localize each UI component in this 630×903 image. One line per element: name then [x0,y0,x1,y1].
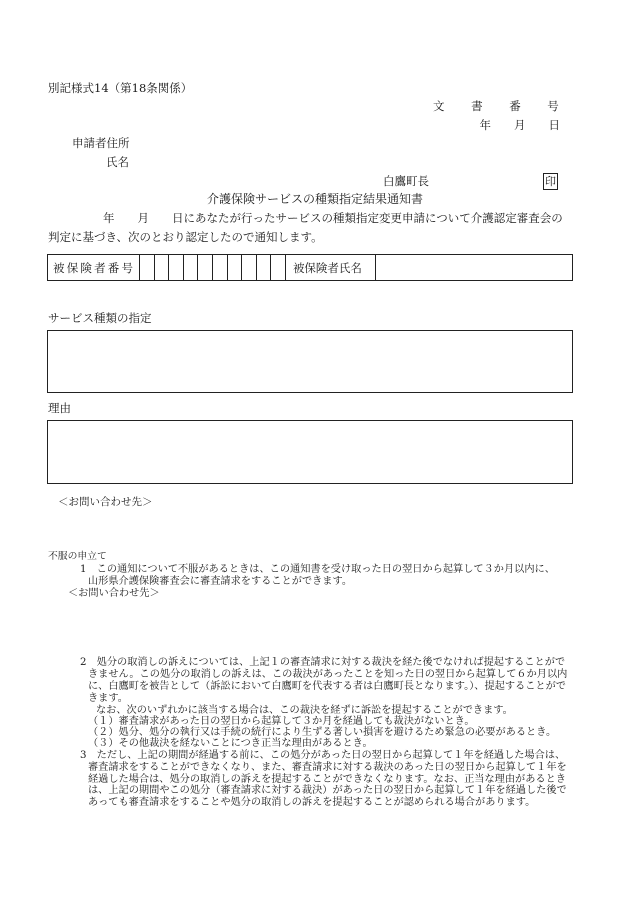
appeal-contact-label: ＜お問い合わせ先＞ [68,588,160,599]
appeal-item-2-line: きます。 [88,693,128,704]
seal-stamp-box: 印 [545,175,556,188]
appeal-item-2-line: 2 処分の取消しの訴えについては、上記１の審査請求に対する裁決を経た後でなければ提起することがで [80,657,566,668]
appeal-item-2-condition: （１）審査請求があった日の翌日から起算して３か月を経過しても裁決がないとき。 [88,716,475,727]
appeal-item-2-condition: （２）処分、処分の執行又は手続の続行により生ずる著しい損害を避けるため緊急の必要があるとき。 [88,727,557,738]
reason-label: 理由 [48,401,71,415]
insured-number-digit-cell[interactable] [169,255,184,280]
appeal-item-1-line: 山形県介護保険審査会に審査請求をすることができます。 [88,576,353,587]
date-label: 年 月 日 [479,118,560,132]
insured-number-digit-cell[interactable] [140,255,155,280]
insured-number-digit-cell[interactable] [257,255,272,280]
document-number-label: 文 書 番 号 [433,99,560,113]
insured-number-label: 被保険者番号 [48,255,140,280]
appeal-item-2-condition: （３）その他裁決を経ないことにつき正当な理由があるとき。 [88,738,373,749]
document-title: 介護保険サービスの種類指定結果通知書 [206,192,423,206]
appeal-heading: 不服の申立て [48,551,107,562]
body-line: 年 月 日にあなたが行ったサービスの種類指定変更申請について介護認定審査会の [103,211,563,225]
insured-number-digit-cell[interactable] [242,255,257,280]
service-designation-label: サービス種類の指定 [48,311,152,325]
applicant-name-label: 氏名 [106,155,129,169]
insured-info-table [47,254,573,281]
insured-number-digit-cell[interactable] [184,255,199,280]
insured-number-digit-cell[interactable] [228,255,243,280]
appeal-item-3-line: 経過した場合は、処分の取消しの訴えを提起することができなくなります。なお、正当な理由があるとき [88,774,566,785]
insured-number-digit-cell[interactable] [198,255,213,280]
issuer-name: 白鷹町長 [383,174,429,188]
insured-name-label: 被保険者氏名 [286,255,376,280]
appeal-item-3-line: は、上記の期間やこの処分（審査請求に対する裁決）があった日の翌日から起算して１年を経過した後で [88,785,567,796]
body-line: 判定に基づき、次のとおり認定したので通知します。 [48,230,323,244]
appeal-item-3-line: 3 ただし、上記の期間が経過する前に、この処分があった日の翌日から起算して１年を経過した場合は、 [80,750,566,761]
insured-number-digit-cell[interactable] [155,255,170,280]
service-designation-field[interactable] [47,330,573,393]
applicant-address-label: 申請者住所 [72,136,130,150]
appeal-item-1-line: 1 この通知について不服があるときは、この通知書を受け取った日の翌日から起算して３か月以内に、 [80,564,555,575]
insured-number-digit-cell[interactable] [213,255,228,280]
appeal-item-2-line: きません。この処分の取消しの訴えは、この裁決があったことを知った日の翌日から起算して６か月以内 [88,669,568,680]
appeal-item-2-line: に、白鷹町を被告として（訴訟において白鷹町を代表する者は白鷹町長となります。）、提起することがで [88,681,566,692]
insured-name-field[interactable] [376,255,572,280]
appeal-item-3-line: あっても審査請求をすることや処分の取消しの訴えを提起することが認められる場合があります。 [88,797,536,808]
insured-number-digit-cell[interactable] [271,255,286,280]
appeal-item-2-note: なお、次のいずれかに該当する場合は、この裁決を経ずに訴訟を提起することができます。 [96,705,513,716]
form-label: 別記様式14（第18条関係） [48,81,193,95]
appeal-item-3-line: 審査請求をすることができなくなり、また、審査請求に対する裁決のあった日の翌日から起算して１年を [88,762,567,773]
reason-field[interactable] [47,420,573,484]
contact-label: ＜お問い合わせ先＞ [58,496,153,508]
